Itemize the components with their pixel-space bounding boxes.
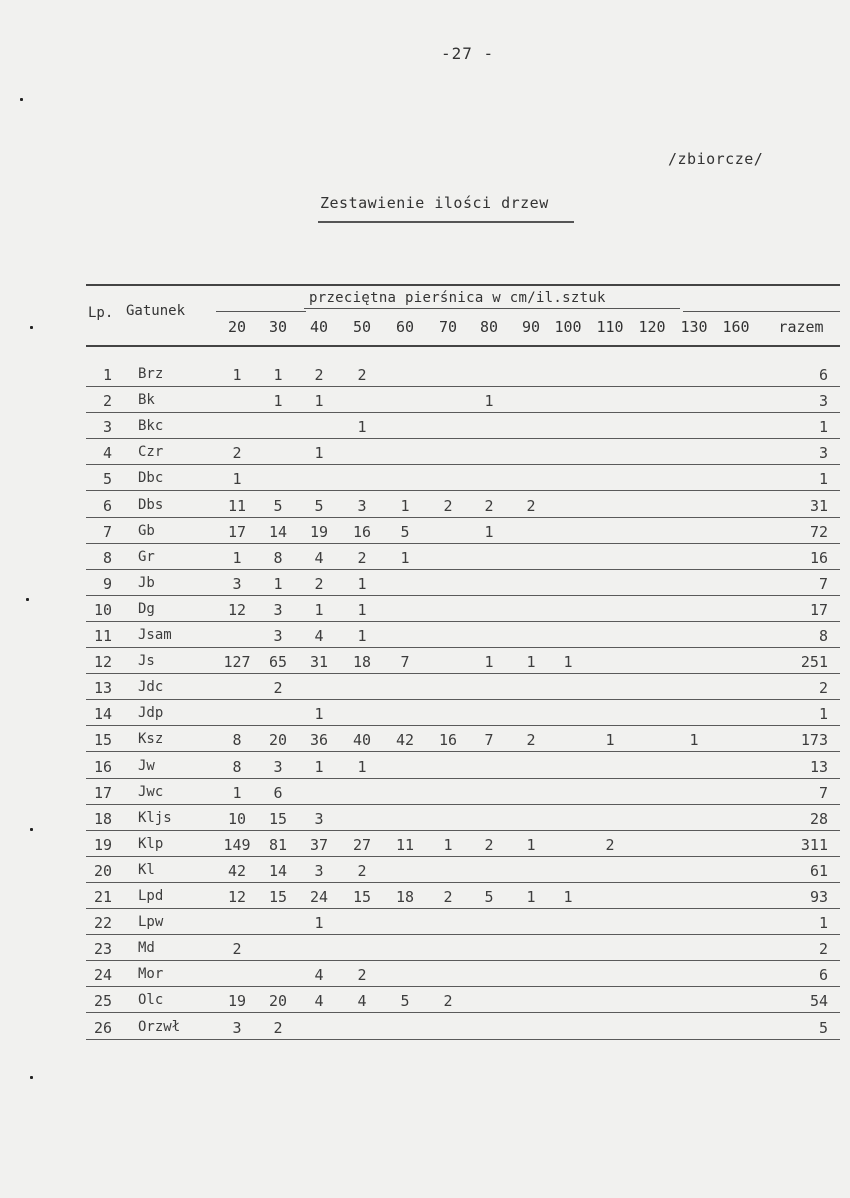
count-cell: 2 bbox=[443, 496, 453, 515]
margin-mark bbox=[30, 326, 33, 329]
count-cell: 1 bbox=[357, 627, 367, 645]
species-name: Jdp bbox=[138, 705, 164, 722]
row-underline bbox=[86, 804, 840, 805]
column-header: 50 bbox=[352, 318, 372, 336]
count-cell: 5 bbox=[484, 888, 494, 906]
row-underline bbox=[86, 934, 840, 935]
count-cell: 15 bbox=[268, 888, 288, 906]
species-name: Md bbox=[138, 940, 155, 957]
column-header: 120 bbox=[638, 318, 666, 336]
count-cell: 2 bbox=[484, 496, 494, 515]
count-cell: 36 bbox=[309, 731, 329, 750]
page-title: Zestawienie ilości drzew bbox=[320, 194, 549, 212]
count-cell: 1 bbox=[400, 548, 410, 567]
row-number: 4 bbox=[102, 444, 112, 463]
count-cell: 1 bbox=[526, 653, 536, 672]
row-total: 13 bbox=[809, 757, 828, 776]
row-number: 5 bbox=[102, 470, 112, 489]
species-name: Dg bbox=[138, 600, 155, 617]
row-number: 19 bbox=[93, 835, 112, 854]
row-total: 6 bbox=[818, 366, 828, 384]
row-underline bbox=[86, 517, 840, 518]
count-cell: 3 bbox=[273, 600, 283, 619]
row-total: 2 bbox=[818, 679, 828, 698]
count-cell: 1 bbox=[314, 392, 324, 411]
count-cell: 6 bbox=[273, 783, 283, 802]
count-cell: 1 bbox=[563, 653, 573, 672]
row-total: 61 bbox=[809, 861, 828, 880]
row-underline bbox=[86, 438, 840, 439]
row-total: 31 bbox=[809, 496, 828, 515]
species-name: Ksz bbox=[138, 731, 164, 748]
row-total: 2 bbox=[818, 940, 828, 959]
species-name: Kljs bbox=[138, 809, 172, 826]
species-name: Jdc bbox=[138, 679, 164, 696]
table-row bbox=[0, 571, 850, 597]
column-header: 80 bbox=[479, 318, 499, 336]
header-main: przeciętna pierśnica w cm/il.sztuk bbox=[309, 290, 606, 306]
count-cell: 1 bbox=[689, 731, 699, 750]
count-cell: 42 bbox=[227, 861, 247, 880]
count-cell: 1 bbox=[314, 705, 324, 724]
row-total: 17 bbox=[809, 600, 828, 619]
count-cell: 31 bbox=[309, 653, 329, 672]
row-total: 72 bbox=[809, 522, 828, 541]
species-name: Gr bbox=[138, 548, 155, 565]
count-cell: 11 bbox=[227, 496, 247, 515]
species-name: Lpw bbox=[138, 914, 164, 931]
species-name: Gb bbox=[138, 522, 155, 539]
count-cell: 1 bbox=[314, 600, 324, 619]
count-cell: 16 bbox=[352, 522, 372, 541]
table-row bbox=[0, 832, 850, 858]
row-total: 251 bbox=[800, 653, 828, 672]
margin-mark bbox=[20, 98, 23, 101]
count-cell: 4 bbox=[314, 548, 324, 567]
count-cell: 8 bbox=[273, 548, 283, 567]
row-number: 23 bbox=[93, 940, 112, 959]
count-cell: 2 bbox=[232, 940, 242, 959]
column-header: 20 bbox=[227, 318, 247, 336]
count-cell: 65 bbox=[268, 653, 288, 672]
row-number: 3 bbox=[102, 418, 112, 437]
count-cell: 7 bbox=[484, 731, 494, 750]
count-cell: 1 bbox=[484, 522, 494, 541]
count-cell: 3 bbox=[357, 496, 367, 515]
table-row bbox=[0, 466, 850, 492]
species-name: Js bbox=[138, 653, 155, 670]
count-cell: 3 bbox=[273, 757, 283, 776]
count-cell: 1 bbox=[563, 888, 573, 906]
count-cell: 1 bbox=[273, 574, 283, 593]
count-cell: 1 bbox=[357, 418, 367, 437]
row-number: 10 bbox=[93, 600, 112, 619]
margin-mark bbox=[30, 828, 33, 831]
count-cell: 11 bbox=[395, 835, 415, 854]
row-total: 28 bbox=[809, 809, 828, 828]
table-row bbox=[0, 362, 850, 388]
header-lp: Lp. bbox=[88, 305, 114, 321]
margin-mark bbox=[30, 1076, 33, 1079]
species-name: Jwc bbox=[138, 783, 164, 800]
species-name: Jw bbox=[138, 757, 155, 774]
column-header: 70 bbox=[438, 318, 458, 336]
count-cell: 5 bbox=[400, 992, 410, 1011]
count-cell: 24 bbox=[309, 888, 329, 906]
count-cell: 20 bbox=[268, 731, 288, 750]
count-cell: 1 bbox=[605, 731, 615, 750]
count-cell: 18 bbox=[395, 888, 415, 906]
column-header: 130 bbox=[680, 318, 708, 336]
count-cell: 81 bbox=[268, 835, 288, 854]
column-header: 30 bbox=[268, 318, 288, 336]
row-underline bbox=[86, 464, 840, 465]
count-cell: 7 bbox=[400, 653, 410, 672]
table-top-rule bbox=[86, 284, 840, 286]
page-number: -27 - bbox=[441, 44, 495, 63]
species-name: Kl bbox=[138, 861, 155, 878]
row-number: 21 bbox=[93, 888, 112, 906]
row-total: 54 bbox=[809, 992, 828, 1011]
row-number: 14 bbox=[93, 705, 112, 724]
table-row bbox=[0, 440, 850, 466]
table-row bbox=[0, 910, 850, 936]
count-cell: 27 bbox=[352, 835, 372, 854]
count-cell: 37 bbox=[309, 835, 329, 854]
column-header: 100 bbox=[554, 318, 582, 336]
species-name: Bkc bbox=[138, 418, 164, 435]
count-cell: 8 bbox=[232, 731, 242, 750]
species-name: Jb bbox=[138, 574, 155, 591]
count-cell: 5 bbox=[400, 522, 410, 541]
species-name: Brz bbox=[138, 366, 164, 382]
count-cell: 2 bbox=[314, 574, 324, 593]
table-row bbox=[0, 727, 850, 753]
row-total: 1 bbox=[818, 418, 828, 437]
count-cell: 1 bbox=[232, 783, 242, 802]
species-name: Orzwł bbox=[138, 1018, 181, 1035]
table-row bbox=[0, 754, 850, 780]
count-cell: 3 bbox=[314, 861, 324, 880]
row-underline bbox=[86, 490, 840, 491]
title-underline bbox=[318, 221, 574, 223]
table-row bbox=[0, 884, 850, 910]
row-underline bbox=[86, 647, 840, 648]
table-row bbox=[0, 493, 850, 519]
count-cell: 1 bbox=[357, 574, 367, 593]
header-dash-left bbox=[216, 311, 306, 312]
count-cell: 19 bbox=[309, 522, 329, 541]
row-total: 5 bbox=[818, 1018, 828, 1037]
row-total: 3 bbox=[818, 444, 828, 463]
row-number: 6 bbox=[102, 496, 112, 515]
row-underline bbox=[86, 908, 840, 909]
header-gatunek: Gatunek bbox=[126, 303, 186, 319]
count-cell: 20 bbox=[268, 992, 288, 1011]
count-cell: 4 bbox=[357, 992, 367, 1011]
row-number: 2 bbox=[102, 392, 112, 411]
row-number: 9 bbox=[102, 574, 112, 593]
row-underline bbox=[86, 386, 840, 387]
table-row bbox=[0, 649, 850, 675]
count-cell: 14 bbox=[268, 861, 288, 880]
row-number: 25 bbox=[93, 992, 112, 1011]
row-number: 12 bbox=[93, 653, 112, 672]
column-header: 110 bbox=[596, 318, 624, 336]
row-number: 1 bbox=[102, 366, 112, 384]
column-header: 60 bbox=[395, 318, 415, 336]
species-name: Bk bbox=[138, 392, 155, 409]
count-cell: 10 bbox=[227, 809, 247, 828]
row-number: 8 bbox=[102, 548, 112, 567]
count-cell: 15 bbox=[352, 888, 372, 906]
count-cell: 1 bbox=[232, 470, 242, 489]
row-total: 1 bbox=[818, 914, 828, 933]
row-underline bbox=[86, 856, 840, 857]
count-cell: 2 bbox=[357, 548, 367, 567]
count-cell: 16 bbox=[438, 731, 458, 750]
count-cell: 2 bbox=[605, 835, 615, 854]
row-underline bbox=[86, 673, 840, 674]
count-cell: 1 bbox=[443, 835, 453, 854]
count-cell: 1 bbox=[273, 392, 283, 411]
row-underline bbox=[86, 986, 840, 987]
row-underline bbox=[86, 751, 840, 752]
count-cell: 2 bbox=[484, 835, 494, 854]
count-cell: 8 bbox=[232, 757, 242, 776]
count-cell: 4 bbox=[314, 966, 324, 985]
row-total: 311 bbox=[800, 835, 828, 854]
row-underline bbox=[86, 1012, 840, 1013]
count-cell: 5 bbox=[273, 496, 283, 515]
count-cell: 1 bbox=[526, 888, 536, 906]
row-total: 3 bbox=[818, 392, 828, 411]
count-cell: 3 bbox=[232, 574, 242, 593]
count-cell: 1 bbox=[357, 757, 367, 776]
row-underline bbox=[86, 569, 840, 570]
count-cell: 1 bbox=[314, 757, 324, 776]
row-total: 7 bbox=[818, 783, 828, 802]
count-cell: 2 bbox=[526, 731, 536, 750]
count-cell: 1 bbox=[526, 835, 536, 854]
species-name: Czr bbox=[138, 444, 164, 461]
count-cell: 5 bbox=[314, 496, 324, 515]
table-row bbox=[0, 623, 850, 649]
count-cell: 2 bbox=[273, 679, 283, 698]
row-number: 22 bbox=[93, 914, 112, 933]
header-razem: razem bbox=[778, 318, 824, 336]
row-underline bbox=[86, 882, 840, 883]
count-cell: 12 bbox=[227, 600, 247, 619]
header-dash-right bbox=[683, 311, 840, 312]
table-row bbox=[0, 414, 850, 440]
row-number: 20 bbox=[93, 861, 112, 880]
species-name: Lpd bbox=[138, 888, 164, 904]
count-cell: 127 bbox=[223, 653, 251, 672]
count-cell: 3 bbox=[232, 1018, 242, 1037]
species-name: Dbs bbox=[138, 496, 164, 513]
table-row bbox=[0, 545, 850, 571]
row-number: 17 bbox=[93, 783, 112, 802]
row-underline bbox=[86, 543, 840, 544]
row-underline bbox=[86, 412, 840, 413]
row-total: 8 bbox=[818, 627, 828, 645]
count-cell: 2 bbox=[232, 444, 242, 463]
row-number: 15 bbox=[93, 731, 112, 750]
count-cell: 1 bbox=[357, 600, 367, 619]
table-row bbox=[0, 780, 850, 806]
count-cell: 1 bbox=[314, 914, 324, 933]
table-row bbox=[0, 806, 850, 832]
note-summary: /zbiorcze/ bbox=[668, 150, 764, 168]
row-total: 6 bbox=[818, 966, 828, 985]
table-row bbox=[0, 597, 850, 623]
table-row bbox=[0, 388, 850, 414]
count-cell: 3 bbox=[314, 809, 324, 828]
table-row bbox=[0, 962, 850, 988]
count-cell: 2 bbox=[273, 1018, 283, 1037]
table-row bbox=[0, 936, 850, 962]
count-cell: 2 bbox=[357, 366, 367, 384]
row-underline bbox=[86, 1039, 840, 1040]
count-cell: 1 bbox=[232, 366, 242, 384]
species-name: Olc bbox=[138, 992, 164, 1009]
row-underline bbox=[86, 830, 840, 831]
column-header: 40 bbox=[309, 318, 329, 336]
row-underline bbox=[86, 621, 840, 622]
count-cell: 2 bbox=[357, 966, 367, 985]
count-cell: 4 bbox=[314, 627, 324, 645]
table-row bbox=[0, 858, 850, 884]
header-main-underline bbox=[304, 308, 680, 309]
table-row bbox=[0, 675, 850, 701]
row-number: 16 bbox=[93, 757, 112, 776]
count-cell: 40 bbox=[352, 731, 372, 750]
row-underline bbox=[86, 778, 840, 779]
count-cell: 3 bbox=[273, 627, 283, 645]
row-number: 24 bbox=[93, 966, 112, 985]
count-cell: 2 bbox=[357, 861, 367, 880]
count-cell: 17 bbox=[227, 522, 247, 541]
count-cell: 2 bbox=[443, 992, 453, 1011]
count-cell: 4 bbox=[314, 992, 324, 1011]
row-total: 7 bbox=[818, 574, 828, 593]
row-number: 13 bbox=[93, 679, 112, 698]
count-cell: 2 bbox=[314, 366, 324, 384]
species-name: Dbc bbox=[138, 470, 164, 487]
table-row bbox=[0, 519, 850, 545]
column-header: 90 bbox=[521, 318, 541, 336]
row-underline bbox=[86, 725, 840, 726]
species-name: Klp bbox=[138, 835, 164, 852]
row-total: 1 bbox=[818, 705, 828, 724]
table-row bbox=[0, 701, 850, 727]
header-bottom-rule bbox=[86, 345, 840, 347]
row-total: 16 bbox=[809, 548, 828, 567]
row-number: 11 bbox=[93, 627, 112, 645]
count-cell: 149 bbox=[223, 835, 251, 854]
species-name: Mor bbox=[138, 966, 164, 983]
row-total: 173 bbox=[800, 731, 828, 750]
row-number: 26 bbox=[93, 1018, 112, 1037]
column-header: 160 bbox=[722, 318, 750, 336]
count-cell: 1 bbox=[484, 392, 494, 411]
count-cell: 1 bbox=[484, 653, 494, 672]
row-underline bbox=[86, 960, 840, 961]
count-cell: 2 bbox=[526, 496, 536, 515]
row-underline bbox=[86, 699, 840, 700]
table-row bbox=[0, 988, 850, 1014]
row-underline bbox=[86, 595, 840, 596]
count-cell: 1 bbox=[273, 366, 283, 384]
row-number: 18 bbox=[93, 809, 112, 828]
count-cell: 42 bbox=[395, 731, 415, 750]
count-cell: 15 bbox=[268, 809, 288, 828]
count-cell: 18 bbox=[352, 653, 372, 672]
count-cell: 14 bbox=[268, 522, 288, 541]
table-row bbox=[0, 1015, 850, 1041]
count-cell: 2 bbox=[443, 888, 453, 906]
count-cell: 1 bbox=[314, 444, 324, 463]
margin-mark bbox=[26, 598, 29, 601]
species-name: Jsam bbox=[138, 627, 172, 643]
row-total: 93 bbox=[809, 888, 828, 906]
count-cell: 1 bbox=[400, 496, 410, 515]
count-cell: 12 bbox=[227, 888, 247, 906]
row-number: 7 bbox=[102, 522, 112, 541]
count-cell: 1 bbox=[232, 548, 242, 567]
count-cell: 19 bbox=[227, 992, 247, 1011]
row-total: 1 bbox=[818, 470, 828, 489]
